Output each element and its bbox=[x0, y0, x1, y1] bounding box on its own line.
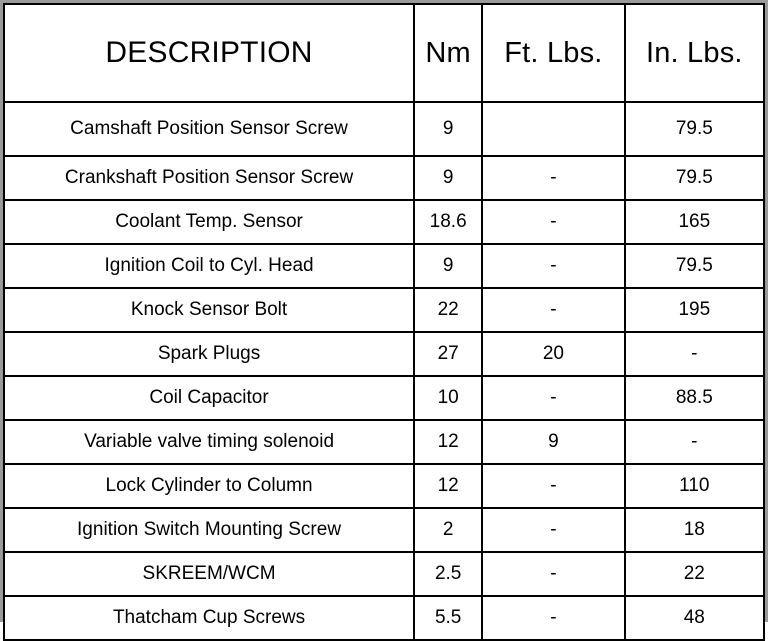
cell-nm: 9 bbox=[414, 244, 482, 288]
cell-in-lbs: 79.5 bbox=[625, 244, 764, 288]
cell-ft-lbs: 20 bbox=[482, 332, 624, 376]
cell-ft-lbs: - bbox=[482, 464, 624, 508]
cell-nm: 12 bbox=[414, 464, 482, 508]
table-row bbox=[4, 420, 764, 464]
cell-description: Ignition Switch Mounting Screw bbox=[4, 508, 414, 552]
table-row bbox=[4, 552, 764, 596]
cell-nm: 22 bbox=[414, 288, 482, 332]
cell-nm: 10 bbox=[414, 376, 482, 420]
cell-in-lbs: 165 bbox=[625, 200, 764, 244]
torque-specifications-table bbox=[3, 3, 765, 641]
column-header-ft-lbs: Ft. Lbs. bbox=[482, 4, 624, 102]
cell-in-lbs: 79.5 bbox=[625, 102, 764, 156]
cell-nm: 27 bbox=[414, 332, 482, 376]
table-row bbox=[4, 200, 764, 244]
cell-description: Lock Cylinder to Column bbox=[4, 464, 414, 508]
cell-in-lbs: 79.5 bbox=[625, 156, 764, 200]
cell-description: Crankshaft Position Sensor Screw bbox=[4, 156, 414, 200]
cell-ft-lbs: - bbox=[482, 244, 624, 288]
cell-in-lbs: 48 bbox=[625, 596, 764, 640]
column-header-in-lbs: In. Lbs. bbox=[625, 4, 764, 102]
cell-nm: 2 bbox=[414, 508, 482, 552]
cell-ft-lbs: - bbox=[482, 552, 624, 596]
cell-ft-lbs bbox=[482, 102, 624, 156]
table-row bbox=[4, 244, 764, 288]
cell-in-lbs: 18 bbox=[625, 508, 764, 552]
cell-in-lbs: 88.5 bbox=[625, 376, 764, 420]
cell-ft-lbs: - bbox=[482, 200, 624, 244]
cell-description: Coil Capacitor bbox=[4, 376, 414, 420]
cell-nm: 2.5 bbox=[414, 552, 482, 596]
cell-nm: 9 bbox=[414, 156, 482, 200]
cell-nm: 9 bbox=[414, 102, 482, 156]
cell-ft-lbs: - bbox=[482, 156, 624, 200]
cell-in-lbs: - bbox=[625, 332, 764, 376]
cell-ft-lbs: - bbox=[482, 508, 624, 552]
table-body bbox=[4, 102, 764, 640]
cell-ft-lbs: 9 bbox=[482, 420, 624, 464]
table-row bbox=[4, 596, 764, 640]
cell-description: Ignition Coil to Cyl. Head bbox=[4, 244, 414, 288]
cell-in-lbs: 110 bbox=[625, 464, 764, 508]
cell-ft-lbs: - bbox=[482, 376, 624, 420]
cell-description: SKREEM/WCM bbox=[4, 552, 414, 596]
cell-nm: 12 bbox=[414, 420, 482, 464]
cell-description: Camshaft Position Sensor Screw bbox=[4, 102, 414, 156]
table-row bbox=[4, 156, 764, 200]
cell-description: Thatcham Cup Screws bbox=[4, 596, 414, 640]
cell-nm: 18.6 bbox=[414, 200, 482, 244]
table-header-row bbox=[4, 4, 764, 102]
table-row bbox=[4, 288, 764, 332]
table-header bbox=[4, 4, 764, 102]
table-row bbox=[4, 102, 764, 156]
table-row bbox=[4, 508, 764, 552]
cell-in-lbs: 22 bbox=[625, 552, 764, 596]
cell-nm: 5.5 bbox=[414, 596, 482, 640]
table-row bbox=[4, 464, 764, 508]
cell-description: Variable valve timing solenoid bbox=[4, 420, 414, 464]
cell-description: Coolant Temp. Sensor bbox=[4, 200, 414, 244]
table-row bbox=[4, 332, 764, 376]
column-header-description: DESCRIPTION bbox=[4, 4, 414, 102]
cell-description: Spark Plugs bbox=[4, 332, 414, 376]
column-header-nm: Nm bbox=[414, 4, 482, 102]
cell-ft-lbs: - bbox=[482, 288, 624, 332]
cell-ft-lbs: - bbox=[482, 596, 624, 640]
table-row bbox=[4, 376, 764, 420]
cell-in-lbs: 195 bbox=[625, 288, 764, 332]
cell-in-lbs: - bbox=[625, 420, 764, 464]
cell-description: Knock Sensor Bolt bbox=[4, 288, 414, 332]
